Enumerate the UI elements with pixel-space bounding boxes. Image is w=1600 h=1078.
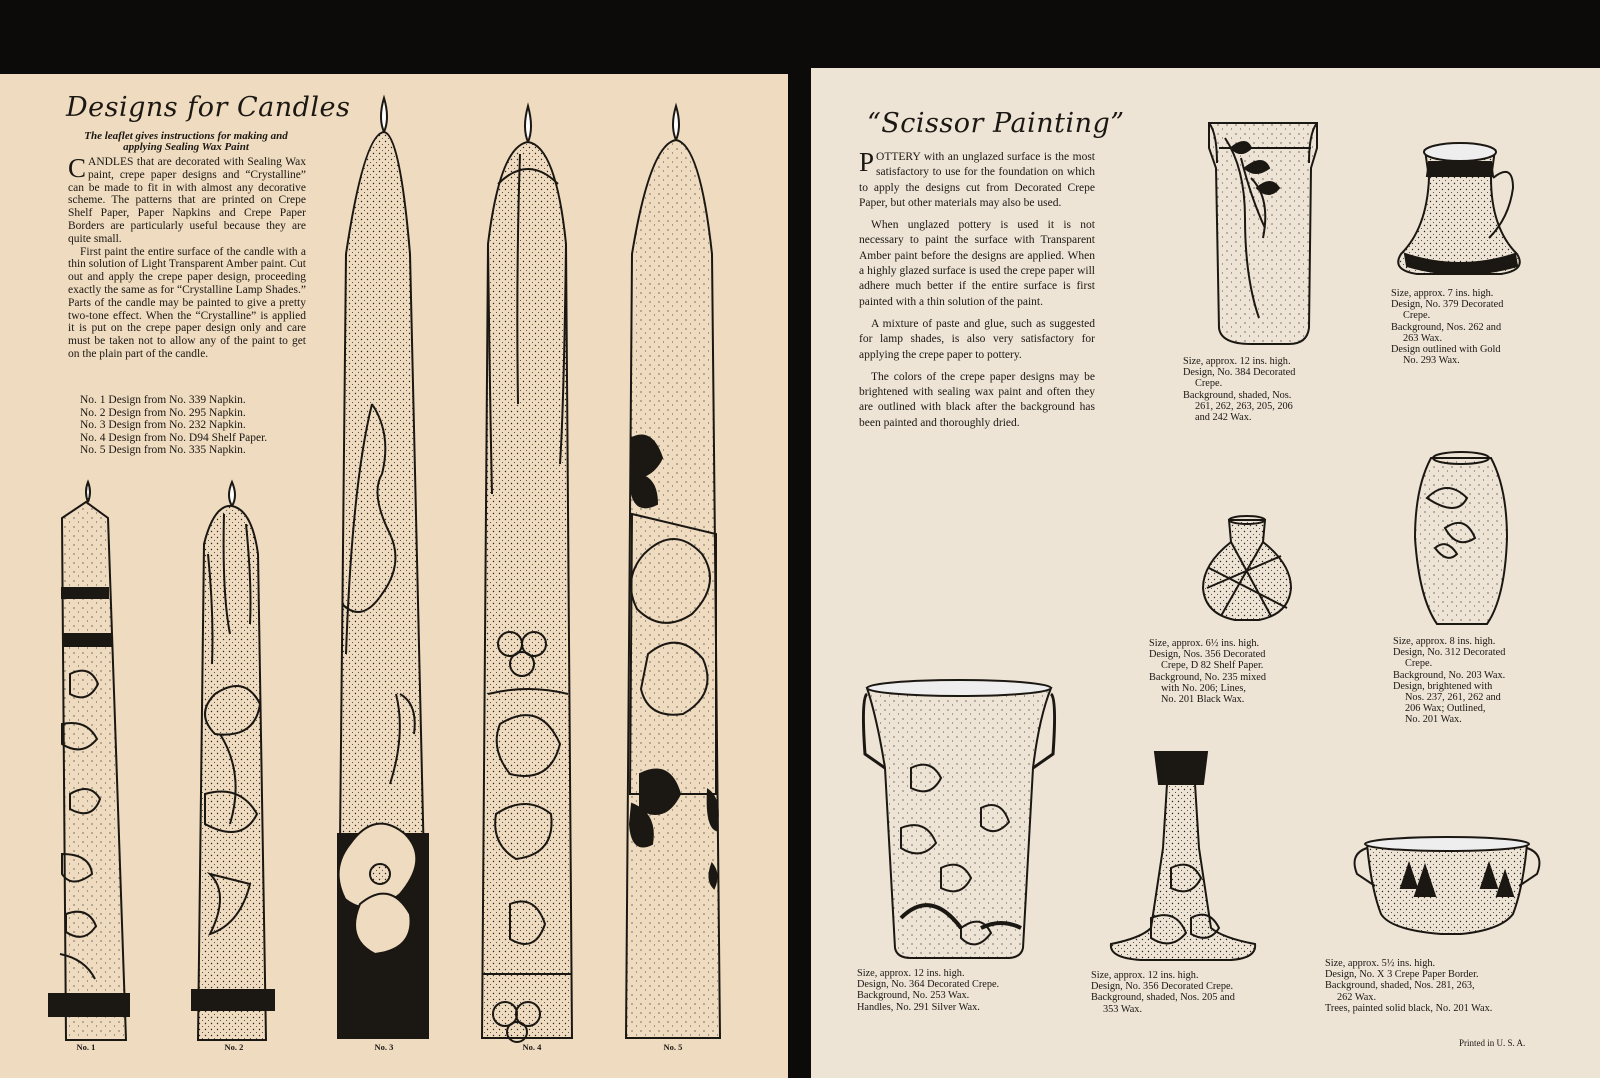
caption-line: and 242 Wax. [1195, 412, 1252, 424]
caption-handled-vase [857, 968, 999, 1013]
caption-line: Design, No. 384 Decorated [1183, 367, 1296, 379]
right-page [811, 68, 1600, 1078]
candle-label-5: No. 5 [663, 1042, 683, 1052]
caption-tall-vase [1183, 356, 1295, 423]
caption-pitcher [1391, 288, 1503, 366]
candle-2 [192, 482, 274, 1040]
handled-vase [863, 680, 1054, 958]
printed-in-usa: Printed in U. S. A. [1459, 1038, 1526, 1048]
caption-line: Background, shaded, Nos. [1183, 389, 1292, 401]
design-item: No. 3 Design from No. 232 Napkin. [80, 419, 246, 432]
pottery-paragraph-2: When unglazed pottery is used it is not necessary to paint the surface with Transparent Amber paint before the designs are applied. When a highly glazed surface is used the crepe paper will adhere much better if the entire surface is first painted with a thin solution of the paint. [859, 219, 1095, 308]
bowl [1355, 837, 1540, 934]
caption-line: 262 Wax. [1337, 991, 1377, 1003]
candle-1 [49, 482, 129, 1040]
caption-line: Background, No. 235 mixed [1149, 671, 1266, 683]
caption-line: Design outlined with Gold [1391, 344, 1501, 356]
dropcap-c: C [68, 153, 87, 183]
caption-line: 206 Wax; Outlined, [1405, 703, 1486, 715]
caption-line: Trees, painted solid black, No. 201 Wax. [1325, 1002, 1493, 1014]
caption-bowl [1325, 958, 1492, 1014]
caption-line: with No. 206; Lines, [1161, 682, 1246, 694]
caption-line: No. 293 Wax. [1403, 355, 1460, 367]
caption-line: Size, approx. 12 ins. high. [1091, 970, 1199, 981]
candle-illustrations [0, 74, 788, 1078]
caption-line: Design, No. 312 Decorated [1393, 647, 1506, 659]
caption-line: Design, No. X 3 Crepe Paper Border. [1325, 969, 1479, 981]
caption-line: Design, brightened with [1393, 680, 1493, 692]
candle-label-1: No. 1 [76, 1042, 96, 1052]
caption-line: Handles, No. 291 Silver Wax. [857, 1001, 980, 1013]
caption-oval-vase [1393, 636, 1505, 726]
candle-4 [482, 106, 572, 1042]
candle-5 [626, 106, 720, 1038]
candles-title: Designs for Candles [66, 92, 351, 123]
caption-candlestick [1091, 970, 1235, 1015]
caption-line: Size, approx. 12 ins. high. [1183, 356, 1291, 367]
caption-line: Crepe. [1403, 310, 1431, 322]
candles-subtitle: The leaflet gives instructions for making and applying Sealing Wax Paint [84, 130, 288, 153]
design-item: No. 5 Design from No. 335 Napkin. [80, 444, 246, 457]
pottery-paragraph-3: A mixture of paste and glue, such as suggested for lamp shades, is also very satisfactory for applying the crepe paper to pottery. [859, 317, 1095, 361]
caption-line: Background, Nos. 262 and [1391, 321, 1502, 333]
caption-line: Size, approx. 6½ ins. high. [1149, 638, 1260, 649]
candle-3 [338, 98, 428, 1038]
caption-line: Crepe. [1195, 378, 1223, 390]
caption-line: Size, approx. 7 ins. high. [1391, 288, 1494, 299]
tall-vase [1209, 123, 1317, 344]
caption-line: 261, 262, 263, 205, 206 [1195, 400, 1293, 412]
pottery-paragraph-1: OTTERY with an unglazed surface is the most satisfactory to use for the foundation on which to apply the designs cut from Decorated Crepe Paper, but other materials may also be used. [859, 151, 1095, 209]
pitcher [1398, 143, 1520, 274]
caption-line: 263 Wax. [1403, 332, 1443, 344]
caption-line: No. 201 Black Wax. [1161, 694, 1245, 706]
caption-line: Background, shaded, Nos. 205 and [1091, 992, 1235, 1004]
pottery-illustrations [811, 68, 1600, 1078]
caption-line: Design, No. 356 Decorated Crepe. [1091, 981, 1234, 993]
design-item: No. 1 Design from No. 339 Napkin. [80, 394, 246, 406]
dropcap-p: P [859, 147, 875, 177]
caption-line: Nos. 237, 261, 262 and [1405, 692, 1501, 704]
left-page [0, 74, 788, 1078]
candlestick [1111, 752, 1255, 960]
candles-paragraph-2: First paint the entire surface of the candle with a thin solution of Light Transparent Amber paint. Cut out and apply the crepe paper design, proceeding exactly the same as for “Crystalline Lamp Shades.” Parts of the candle may be painted to give a pretty two-tone effect. When the “Crystalline” is applied it is put on the crepe paper design only and care must be taken not to allow any of the paint to get on the plain part of the candle. [68, 245, 306, 360]
candles-paragraph-1: ANDLES that are decorated with Sealing Wax paint, crepe paper designs and “Crystalline” can be made to fit in with almost any decorative scheme. The patterns that are printed on Crepe Shelf Paper, Paper Napkins and Crepe Paper Borders are particularly useful because they are quite small. [68, 156, 306, 245]
pottery-paragraph-4: The colors of the crepe paper designs may be brightened with sealing wax paint and often they are outlined with black after the background has been painted and thoroughly dried. [859, 370, 1095, 429]
caption-line: Size, approx. 12 ins. high. [857, 968, 965, 979]
candle-label-2: No. 2 [224, 1042, 244, 1052]
caption-line: Crepe. [1405, 658, 1433, 670]
caption-line: Design, No. 379 Decorated [1391, 299, 1504, 311]
design-item: No. 2 Design from No. 295 Napkin. [80, 406, 246, 419]
design-item: No. 4 Design from No. D94 Shelf Paper. [80, 431, 268, 444]
small-vase [1203, 516, 1291, 620]
oval-vase [1415, 452, 1507, 624]
caption-small-vase [1149, 638, 1266, 705]
candle-label-4: No. 4 [522, 1042, 542, 1052]
caption-line: No. 201 Wax. [1405, 714, 1462, 726]
caption-line: 353 Wax. [1103, 1003, 1143, 1015]
candle-label-3: No. 3 [374, 1042, 394, 1052]
caption-line: Background, No. 253 Wax. [857, 990, 970, 1002]
scissor-painting-title: “Scissor Painting” [867, 108, 1125, 139]
caption-line: Background, No. 203 Wax. [1393, 669, 1506, 681]
caption-line: Crepe, D 82 Shelf Paper. [1161, 660, 1264, 672]
caption-line: Design, Nos. 356 Decorated [1149, 649, 1266, 661]
caption-line: Background, shaded, Nos. 281, 263, [1325, 980, 1475, 992]
caption-line: Size, approx. 5½ ins. high. [1325, 958, 1436, 969]
caption-line: Design, No. 364 Decorated Crepe. [857, 979, 1000, 991]
caption-line: Size, approx. 8 ins. high. [1393, 636, 1496, 647]
